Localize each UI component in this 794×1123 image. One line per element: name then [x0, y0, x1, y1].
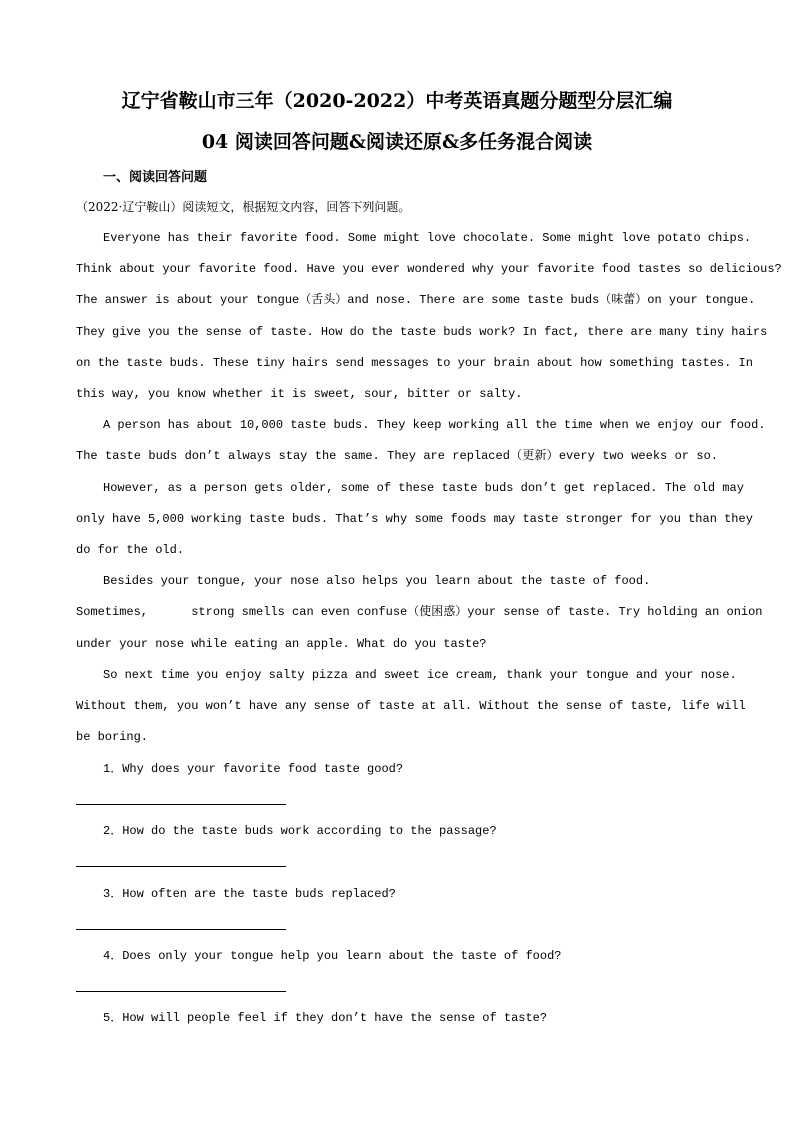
- passage-line: only have 5,000 working taste buds. That’s why some foods may taste stronger for you than they: [76, 512, 753, 526]
- passage-line: The taste buds don’t always stay the same. They are replaced（更新）every two weeks or so.: [76, 449, 718, 463]
- passage-line: Besides your tongue, your nose also helps you learn about the taste of food.: [103, 574, 651, 588]
- passage-line: The answer is about your tongue（舌头）and nose. There are some taste buds（味蕾）on your tongue.: [76, 293, 756, 307]
- passage-line: So next time you enjoy salty pizza and sweet ice cream, thank your tongue and your nose.: [103, 668, 737, 682]
- question-2: 2．How do the taste buds work according to the passage?: [103, 824, 497, 838]
- passage-line: Sometimes, strong smells can even confuse（使困惑）your sense of taste. Try holding an onion: [76, 605, 763, 619]
- passage-line: However, as a person gets older, some of these taste buds don’t get replaced. The old may: [103, 481, 744, 495]
- passage-line: be boring.: [76, 730, 149, 744]
- answer-line-1[interactable]: [76, 804, 286, 805]
- question-5: 5．How will people feel if they don’t have the sense of taste?: [103, 1011, 548, 1025]
- question-3: 3．How often are the taste buds replaced?: [103, 887, 396, 901]
- question-1: 1．Why does your favorite food taste good?: [103, 762, 404, 776]
- passage-line: do for the old.: [76, 543, 185, 557]
- section-heading: 一、阅读回答问题: [103, 170, 208, 185]
- document-title: 辽宁省鞍山市三年（2020-2022）中考英语真题分题型分层汇编: [121, 90, 673, 112]
- passage-line: this way, you know whether it is sweet, sour, bitter or salty.: [76, 387, 523, 401]
- answer-line-3[interactable]: [76, 929, 286, 930]
- passage-line: on the taste buds. These tiny hairs send messages to your brain about how something tastes. In: [76, 356, 753, 370]
- question-source: （2022·辽宁鞍山）阅读短文，根据短文内容，回答下列问题。: [76, 200, 411, 214]
- answer-line-4[interactable]: [76, 991, 286, 992]
- answer-line-2[interactable]: [76, 866, 286, 867]
- passage-line: They give you the sense of taste. How do the taste buds work? In fact, there are many tiny hairs: [76, 325, 768, 339]
- passage-line: under your nose while eating an apple. What do you taste?: [76, 637, 487, 651]
- passage-line: A person has about 10,000 taste buds. They keep working all the time when we enjoy our food.: [103, 418, 766, 432]
- document-subtitle: 04 阅读回答问题&阅读还原&多任务混合阅读: [201, 131, 593, 153]
- question-4: 4．Does only your tongue help you learn about the taste of food?: [103, 949, 562, 963]
- passage-line: Without them, you won’t have any sense of taste at all. Without the sense of taste, life will: [76, 699, 746, 713]
- passage-line: Think about your favorite food. Have you ever wondered why your favorite food tastes so delicious?: [76, 262, 782, 276]
- passage-line: Everyone has their favorite food. Some might love chocolate. Some might love potato chips.: [103, 231, 752, 245]
